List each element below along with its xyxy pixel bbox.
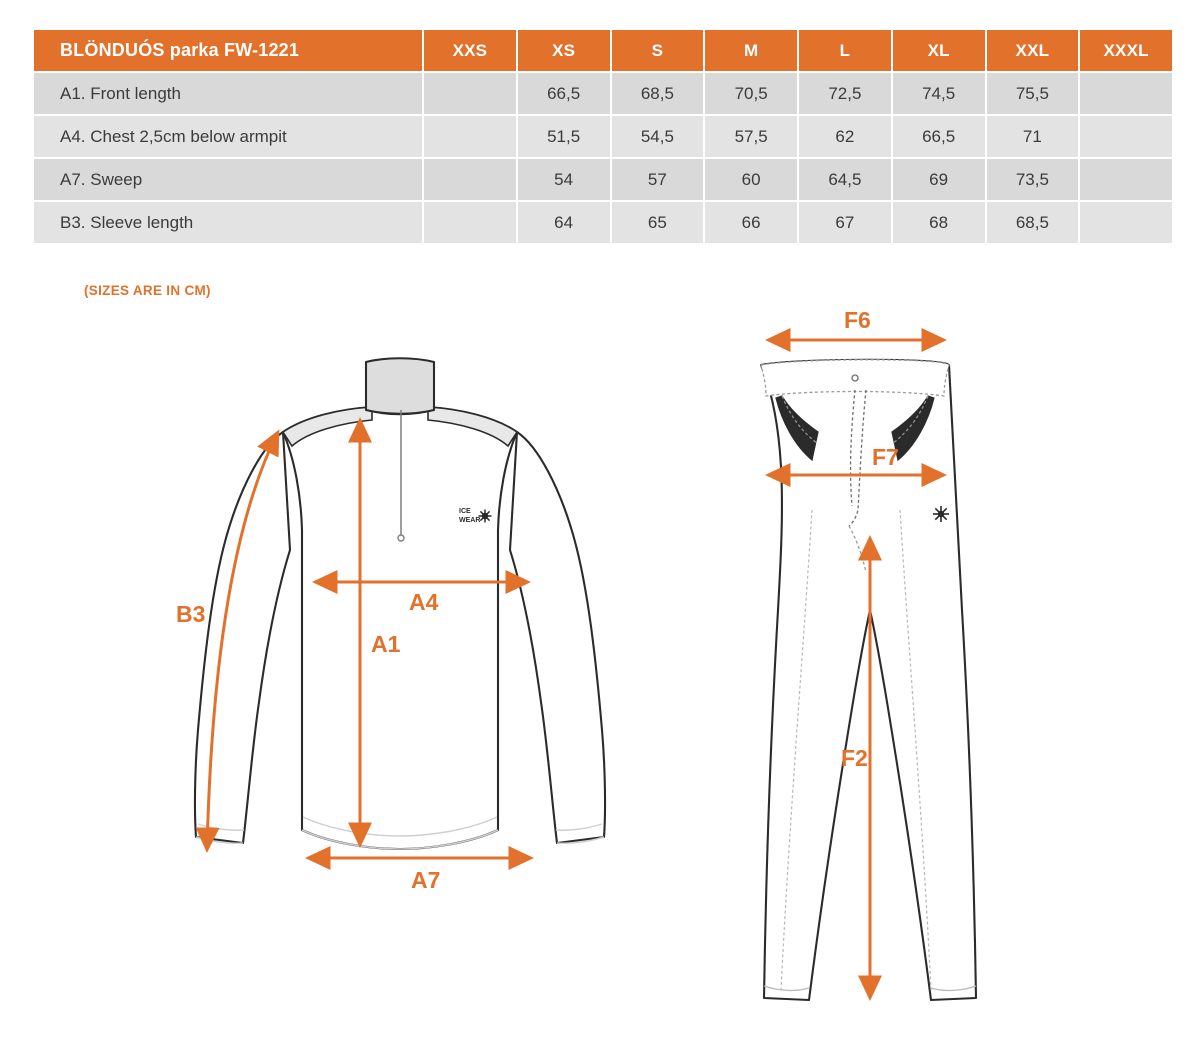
measurement-label: A1. Front length [33,72,423,115]
table-row [33,158,1173,201]
measurement-value: 57 [611,158,705,201]
table-row [33,201,1173,244]
measurement-value [423,115,517,158]
table-header [33,29,1173,72]
size-column-header-xxl: XXL [986,29,1080,72]
measurement-value: 65 [611,201,705,244]
units-note: (SIZES ARE IN CM) [84,283,211,298]
technical-drawings [0,310,1200,1050]
measurement-value: 60 [704,158,798,201]
dim-label-a4: A4 [409,589,439,615]
measurement-value: 74,5 [892,72,986,115]
measurement-value [423,72,517,115]
dim-label-f7: F7 [872,444,899,470]
measurement-value [1079,72,1173,115]
dim-label-f2: F2 [841,745,868,771]
size-column-header-s: S [611,29,705,72]
measurement-label: A7. Sweep [33,158,423,201]
size-column-header-m: M [704,29,798,72]
size-column-header-l: L [798,29,892,72]
product-name-header: BLÖNDUÓS parka FW-1221 [33,29,423,72]
measurement-value: 64,5 [798,158,892,201]
measurement-value: 73,5 [986,158,1080,201]
measurement-value [1079,115,1173,158]
size-column-header-xxxl: XXXL [1079,29,1173,72]
measurement-value: 64 [517,201,611,244]
size-chart-table [32,28,1174,245]
measurement-value [1079,158,1173,201]
brand-line-2: WEAR [459,517,481,524]
table-row [33,72,1173,115]
measurement-value [423,201,517,244]
dim-label-a7: A7 [411,867,441,893]
measurement-value: 51,5 [517,115,611,158]
measurement-value: 66,5 [892,115,986,158]
header-row [33,29,1173,72]
measurement-value: 68,5 [611,72,705,115]
measurement-value: 69 [892,158,986,201]
measurement-value: 54,5 [611,115,705,158]
measurement-value [1079,201,1173,244]
jacket-technical-drawing [176,358,605,893]
size-column-header-xs: XS [517,29,611,72]
measurement-label: B3. Sleeve length [33,201,423,244]
dim-label-b3: B3 [176,601,206,627]
measurement-value [423,158,517,201]
dim-label-f6: F6 [844,310,871,333]
size-column-header-xxs: XXS [423,29,517,72]
measurement-value: 57,5 [704,115,798,158]
measurement-value: 72,5 [798,72,892,115]
measurement-value: 75,5 [986,72,1080,115]
table-body [33,72,1173,244]
dim-label-a1: A1 [371,631,401,657]
pants-technical-drawing [761,310,976,1000]
size-column-header-xl: XL [892,29,986,72]
table-row [33,115,1173,158]
measurement-value: 66,5 [517,72,611,115]
measurement-value: 62 [798,115,892,158]
measurement-value: 67 [798,201,892,244]
snowflake-icon [933,506,949,522]
snowflake-icon [479,510,492,523]
measurement-value: 68,5 [986,201,1080,244]
measurement-value: 70,5 [704,72,798,115]
measurement-value: 68 [892,201,986,244]
measurement-value: 54 [517,158,611,201]
measurement-label: A4. Chest 2,5cm below armpit [33,115,423,158]
measurement-value: 66 [704,201,798,244]
measurement-value: 71 [986,115,1080,158]
brand-line-1: ICE [459,508,471,515]
